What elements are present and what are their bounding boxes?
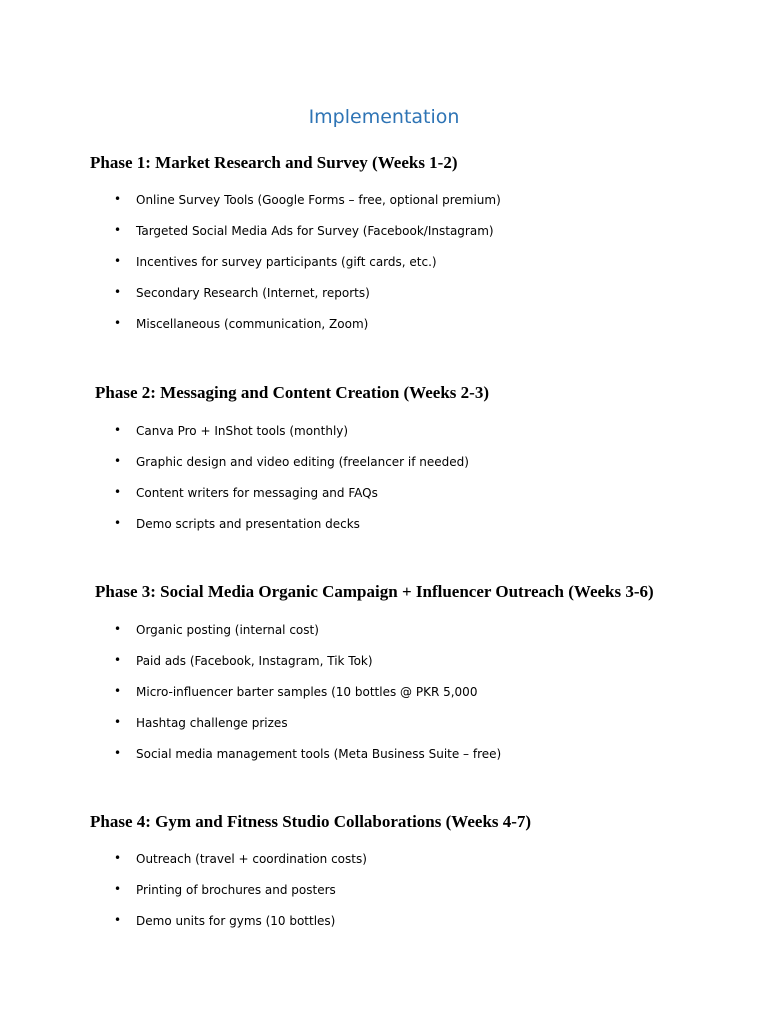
list-item-text: Secondary Research (Internet, reports): [136, 286, 370, 300]
section-heading: Phase 4: Gym and Fitness Studio Collaborations (Weeks 4-7): [90, 812, 532, 831]
list-item-text: Outreach (travel + coordination costs): [136, 852, 367, 866]
list-item-text: Paid ads (Facebook, Instagram, Tik Tok): [136, 654, 373, 668]
bullet-icon: •: [114, 192, 122, 206]
bullet-icon: •: [114, 913, 122, 927]
bullet-icon: •: [114, 223, 122, 237]
bullet-icon: •: [114, 882, 122, 896]
bullet-icon: •: [114, 485, 122, 499]
bullet-icon: •: [114, 454, 122, 468]
list-item-text: Hashtag challenge prizes: [136, 716, 288, 730]
bullet-icon: •: [114, 653, 122, 667]
list-item-text: Online Survey Tools (Google Forms – free, optional premium): [136, 193, 501, 207]
bullet-icon: •: [114, 254, 122, 268]
list-item-text: Graphic design and video editing (freelancer if needed): [136, 455, 469, 469]
list-item-text: Demo units for gyms (10 bottles): [136, 914, 336, 928]
list-item-text: Organic posting (internal cost): [136, 623, 319, 637]
list-item-text: Canva Pro + InShot tools (monthly): [136, 424, 349, 438]
bullet-icon: •: [114, 746, 122, 760]
bullet-icon: •: [114, 684, 122, 698]
bullet-icon: •: [114, 516, 122, 530]
bullet-icon: •: [114, 316, 122, 330]
list-item-text: Content writers for messaging and FAQs: [136, 486, 378, 500]
section-heading: Phase 3: Social Media Organic Campaign + Influencer Outreach (Weeks 3-6): [95, 582, 654, 601]
bullet-icon: •: [114, 715, 122, 729]
section-heading: Phase 1: Market Research and Survey (Weeks 1-2): [90, 153, 458, 172]
section-heading: Phase 2: Messaging and Content Creation (Weeks 2-3): [95, 383, 489, 402]
list-item-text: Miscellaneous (communication, Zoom): [136, 317, 369, 331]
bullet-icon: •: [114, 423, 122, 437]
list-item-text: Social media management tools (Meta Business Suite – free): [136, 747, 502, 761]
list-item-text: Targeted Social Media Ads for Survey (Facebook/Instagram): [136, 224, 494, 238]
list-item-text: Printing of brochures and posters: [136, 883, 336, 897]
list-item-text: Incentives for survey participants (gift cards, etc.): [136, 255, 437, 269]
list-item-text: Demo scripts and presentation decks: [136, 517, 360, 531]
bullet-icon: •: [114, 851, 122, 865]
bullet-icon: •: [114, 285, 122, 299]
bullet-icon: •: [114, 622, 122, 636]
list-item-text: Micro-influencer barter samples (10 bottles @ PKR 5,000: [136, 685, 478, 699]
page-title: Implementation: [308, 106, 460, 128]
